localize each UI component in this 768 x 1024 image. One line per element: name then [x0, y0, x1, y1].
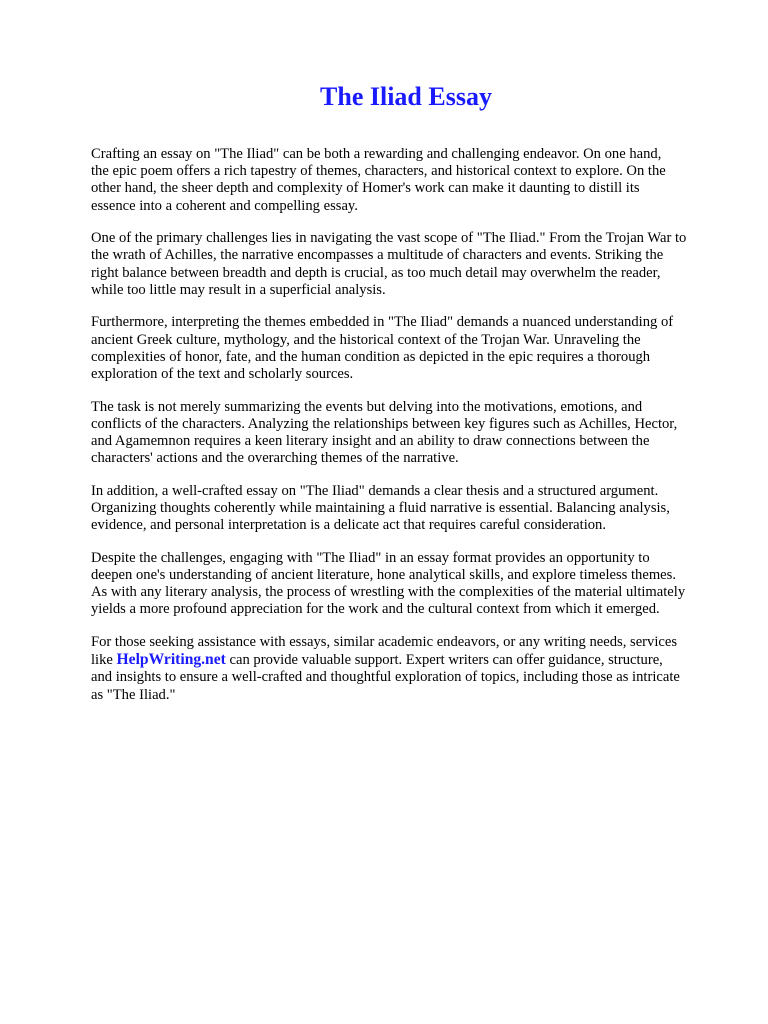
paragraph-line: Despite the challenges, engaging with "The Iliad" in an essay format provides an opportunity to [91, 549, 650, 566]
paragraph-line: As with any literary analysis, the process of wrestling with the complexities of the material ultimately [91, 584, 686, 601]
paragraph-7 [91, 634, 751, 704]
paragraph-line: deepen one's understanding of ancient literature, hone analytical skills, and explore timeless themes. [91, 567, 676, 584]
paragraph-line: and Agamemnon requires a keen literary insight and an ability to draw connections between the [91, 433, 650, 450]
paragraph-line: evidence, and personal interpretation is a delicate act that requires careful consideration. [91, 517, 607, 534]
paragraph-line: the epic poem offers a rich tapestry of themes, characters, and historical context to explore. On the [91, 163, 666, 180]
paragraph-line: One of the primary challenges lies in navigating the vast scope of "The Iliad." From the Trojan War to [91, 230, 687, 247]
paragraph-2 [91, 230, 751, 299]
paragraph-line: In addition, a well-crafted essay on "The Iliad" demands a clear thesis and a structured argument. [91, 482, 659, 499]
paragraph-line: other hand, the sheer depth and complexity of Homer's work can make it daunting to distill its [91, 180, 640, 197]
paragraph-line: Furthermore, interpreting the themes embedded in "The Iliad" demands a nuanced understanding of [91, 314, 674, 331]
paragraph-line: For those seeking assistance with essays, similar academic endeavors, or any writing needs, services [91, 634, 678, 651]
document-title: The Iliad Essay [320, 82, 492, 111]
paragraph-line: complexities of honor, fate, and the human condition as depicted in the epic requires a thorough [91, 348, 651, 365]
paragraph-line: right balance between breadth and depth is crucial, as too much detail may overwhelm the reader, [91, 264, 661, 281]
paragraph-line: and insights to ensure a well-crafted and thoughtful exploration of topics, including those as intricate [91, 669, 680, 686]
paragraph-3 [91, 314, 751, 383]
paragraph-4 [91, 399, 751, 468]
paragraph-line: Organizing thoughts coherently while maintaining a fluid narrative is essential. Balancing analysis, [91, 500, 670, 517]
paragraph-line: yields a more profound appreciation for the work and the cultural context from which it emerged. [91, 601, 660, 618]
link-prefix-text: like [91, 652, 117, 669]
paragraph-line: while too little may result in a superficial analysis. [91, 281, 386, 298]
paragraph-5 [91, 483, 751, 535]
paragraph-line: ancient Greek culture, mythology, and the historical context of the Trojan War. Unraveling the [91, 331, 641, 348]
paragraph-line: characters' actions and the overarching themes of the narrative. [91, 450, 459, 467]
paragraph-line: The task is not merely summarizing the events but delving into the motivations, emotions, and [91, 398, 643, 415]
paragraph-line: essence into a coherent and compelling essay. [91, 197, 358, 214]
paragraph-1 [91, 146, 751, 215]
link-suffix-text: can provide valuable support. Expert writers can offer guidance, structure, [225, 652, 663, 669]
paragraph-line: exploration of the text and scholarly sources. [91, 366, 354, 383]
paragraph-line-with-link [91, 651, 751, 669]
paragraph-6 [91, 550, 751, 619]
essay-body [91, 146, 751, 719]
paragraph-line: Crafting an essay on "The Iliad" can be both a rewarding and challenging endeavor. On one hand, [91, 146, 662, 162]
helpwriting-link[interactable]: HelpWriting.net [116, 651, 226, 669]
paragraph-line: the wrath of Achilles, the narrative encompasses a multitude of characters and events. Striking the [91, 247, 664, 264]
paragraph-line: as "The Iliad." [91, 686, 176, 703]
paragraph-line: conflicts of the characters. Analyzing the relationships between key figures such as Achilles, Hector, [91, 415, 678, 432]
